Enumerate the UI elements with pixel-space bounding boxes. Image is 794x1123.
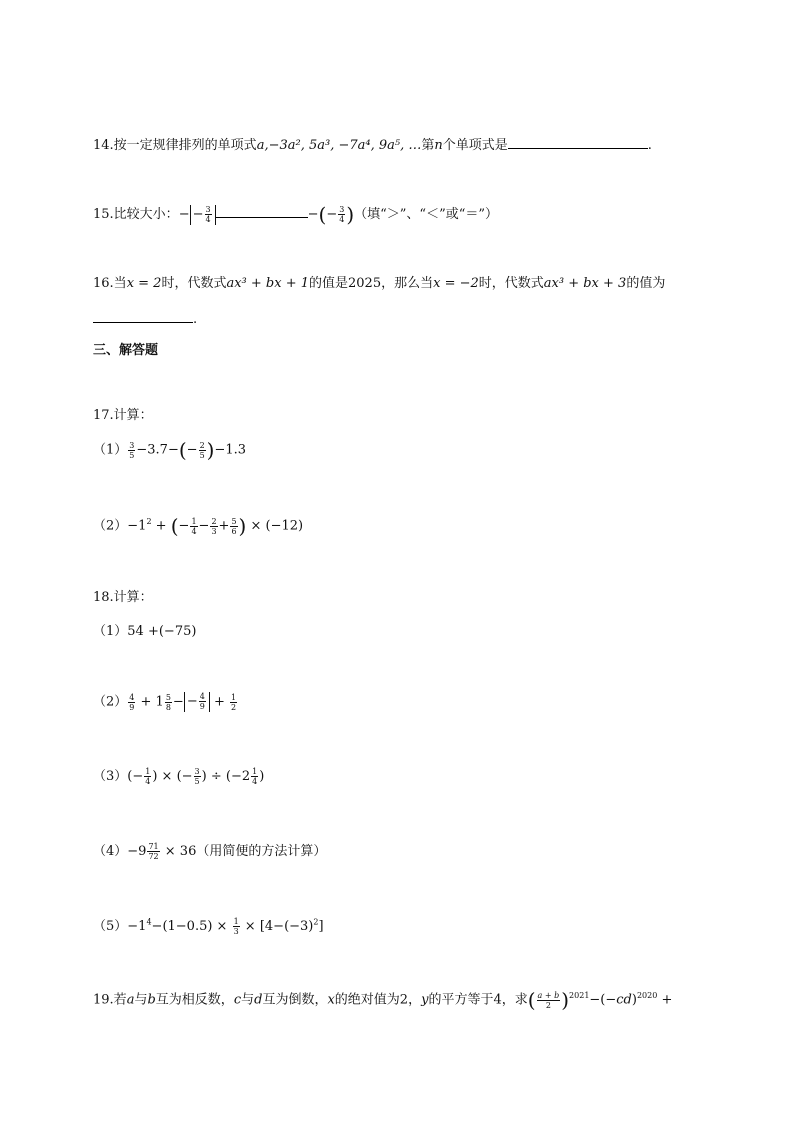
q18-p1-expression: 54 +(−75) xyxy=(127,624,197,639)
q15-abs-value: − $\frac{3}{4}$ xyxy=(190,205,216,225)
q17-part-2: $(2)-1^2$ + (− $\frac{1}{4}$ − $\frac{2}{3}$ + $\frac{5}{6}$ ) × (−12) xyxy=(93,514,304,538)
q14-sequence: a,−3a², 5a³, −7a⁴, 9a⁵, … xyxy=(256,138,422,153)
q19-text-5: 互为倒数， xyxy=(262,992,328,1008)
q16-end: . xyxy=(193,312,198,327)
q17-p2-label: （2） xyxy=(93,518,128,534)
q16-text-2: 时，代数式 xyxy=(161,276,227,291)
q15-answer-blank[interactable] xyxy=(216,203,308,218)
q18-p4-note: （用简便的方法计算） xyxy=(196,844,327,859)
q14-prefix: 14.按一定规律排列的单项式 xyxy=(93,138,257,153)
q15-fraction-left: $\frac{3}{4}$ xyxy=(205,204,211,224)
q15-prefix: 15.比较大小： xyxy=(93,207,179,222)
question-15: 15.比较大小：− − $\frac{3}{4}$ −(− $\frac{3}{4}$ )（填“＞”、“＜”或“＝”） xyxy=(93,202,499,227)
q19-var-b: b xyxy=(147,992,156,1008)
q18-p2-label: （2） xyxy=(93,694,128,710)
q14-suffix: 个单项式是 xyxy=(442,138,508,153)
q17-p1-fraction-b: $\frac{2}{5}$ xyxy=(199,440,205,460)
q19-var-d: d xyxy=(254,992,263,1008)
q18-p4-fraction: $\frac{71}{72}$ xyxy=(148,842,159,861)
q15-note: （填“＞”、“＜”或“＝”） xyxy=(354,207,499,222)
q18-part-4: （4）−9 $\frac{71}{72}$ × 36（用简便的方法计算） xyxy=(93,842,327,861)
q19-text-6: 的绝对值为2， xyxy=(334,992,422,1008)
q18-p2-fraction-c: $\frac{1}{2}$ xyxy=(230,692,237,712)
q19-var-c: c xyxy=(233,992,242,1008)
q19-fraction: $\frac{a + b}{2}$ xyxy=(537,990,560,1010)
q17-title: 17.计算： xyxy=(93,408,153,423)
q19-text-7: 的平方等于4，求 xyxy=(428,992,528,1008)
q18-p3-fraction-a: $\frac{1}{4}$ xyxy=(145,767,151,786)
q17-part-1: （1） $\frac{3}{5}$ −3.7−(− $\frac{2}{5}$ )−1.3 xyxy=(93,438,247,462)
q18-p3-label: （3） xyxy=(93,769,128,784)
q19-var-x: x xyxy=(327,992,335,1008)
q16-text-4: 时，代数式 xyxy=(478,276,544,291)
q17-p1-label: （1） xyxy=(93,442,128,458)
q18-p2-fraction-b: $\frac{5}{8}$ xyxy=(165,692,171,712)
q19-text-4: 与 xyxy=(241,992,255,1008)
q14-end: . xyxy=(647,138,652,153)
q16-text-5: 的值为 xyxy=(626,276,666,291)
q18-part-3: （3）(− $\frac{1}{4}$ ) × (− $\frac{3}{5}$ ) ÷ (−2 $\frac{1}{4}$ ) xyxy=(93,767,265,786)
q16-text-3: 的值是2025，那么当 xyxy=(309,276,434,291)
q16-answer-blank[interactable] xyxy=(93,308,193,323)
q16-expression-1: ax³ + bx + 1 xyxy=(226,276,310,291)
q18-part-1 xyxy=(93,622,196,642)
q16-condition-1: x = 2 xyxy=(126,276,162,291)
question-16 xyxy=(93,274,665,294)
q18-p3-fraction-b: $\frac{3}{5}$ xyxy=(194,767,200,786)
q16-answer-line xyxy=(93,308,197,330)
q14-n: n xyxy=(434,138,443,153)
q17-p2-fraction-c: $\frac{5}{6}$ xyxy=(231,516,237,536)
q15-fraction-right: $\frac{3}{4}$ xyxy=(339,205,345,224)
q19-text-2: 与 xyxy=(134,992,148,1008)
q18-p2-abs-value: − $\frac{4}{9}$ xyxy=(184,692,210,712)
q14-answer-blank[interactable] xyxy=(508,134,648,149)
q16-condition-2: x = −2 xyxy=(433,276,479,291)
q18-p5-fraction: $\frac{1}{3}$ xyxy=(233,917,239,936)
q18-p2-fraction-a: $\frac{4}{9}$ xyxy=(129,692,135,712)
q16-expression-2: ax³ + bx + 3 xyxy=(543,276,627,291)
q14-mid: 第 xyxy=(421,138,435,153)
q17-p2-fraction-b: $\frac{2}{3}$ xyxy=(211,516,217,536)
q18-p3-fraction-c: $\frac{1}{4}$ xyxy=(252,767,258,786)
q18-part-2: （2） $\frac{4}{9}$ + 1 $\frac{5}{8}$ − − $\frac{4}{9}$ + $\frac{1}{2}$ xyxy=(93,692,237,712)
q19-text-1: 19.若 xyxy=(93,992,127,1008)
q19-var-y: y xyxy=(421,992,429,1008)
q17-p1-fraction-a: $\frac{3}{5}$ xyxy=(129,440,135,460)
q18-part-5: $(5)-1^4-(1-0.5)$ × $\frac{1}{3}$ × $[4-(-3)^2]$ xyxy=(93,917,324,936)
q19-var-a: a xyxy=(126,992,135,1008)
section-heading: 三、解答题 xyxy=(93,343,159,358)
q18-p5-label: （5） xyxy=(93,919,128,934)
question-14 xyxy=(93,134,652,156)
q18-p1-label: （1） xyxy=(93,624,128,639)
q16-text-1: 16.当 xyxy=(93,276,127,291)
q18-title: 18.计算： xyxy=(93,590,153,605)
question-19: 19.若a与b互为相反数，c与d互为倒数，x的绝对值为2，y的平方等于4，求( $\frac{a + b}{2}$ )$^{2021}-(-cd)^{2020}$ + xyxy=(93,988,673,1012)
q19-text-3: 互为相反数， xyxy=(155,992,234,1008)
q18-p4-label: （4） xyxy=(93,844,128,859)
q17-p2-fraction-a: $\frac{1}{4}$ xyxy=(191,516,197,536)
